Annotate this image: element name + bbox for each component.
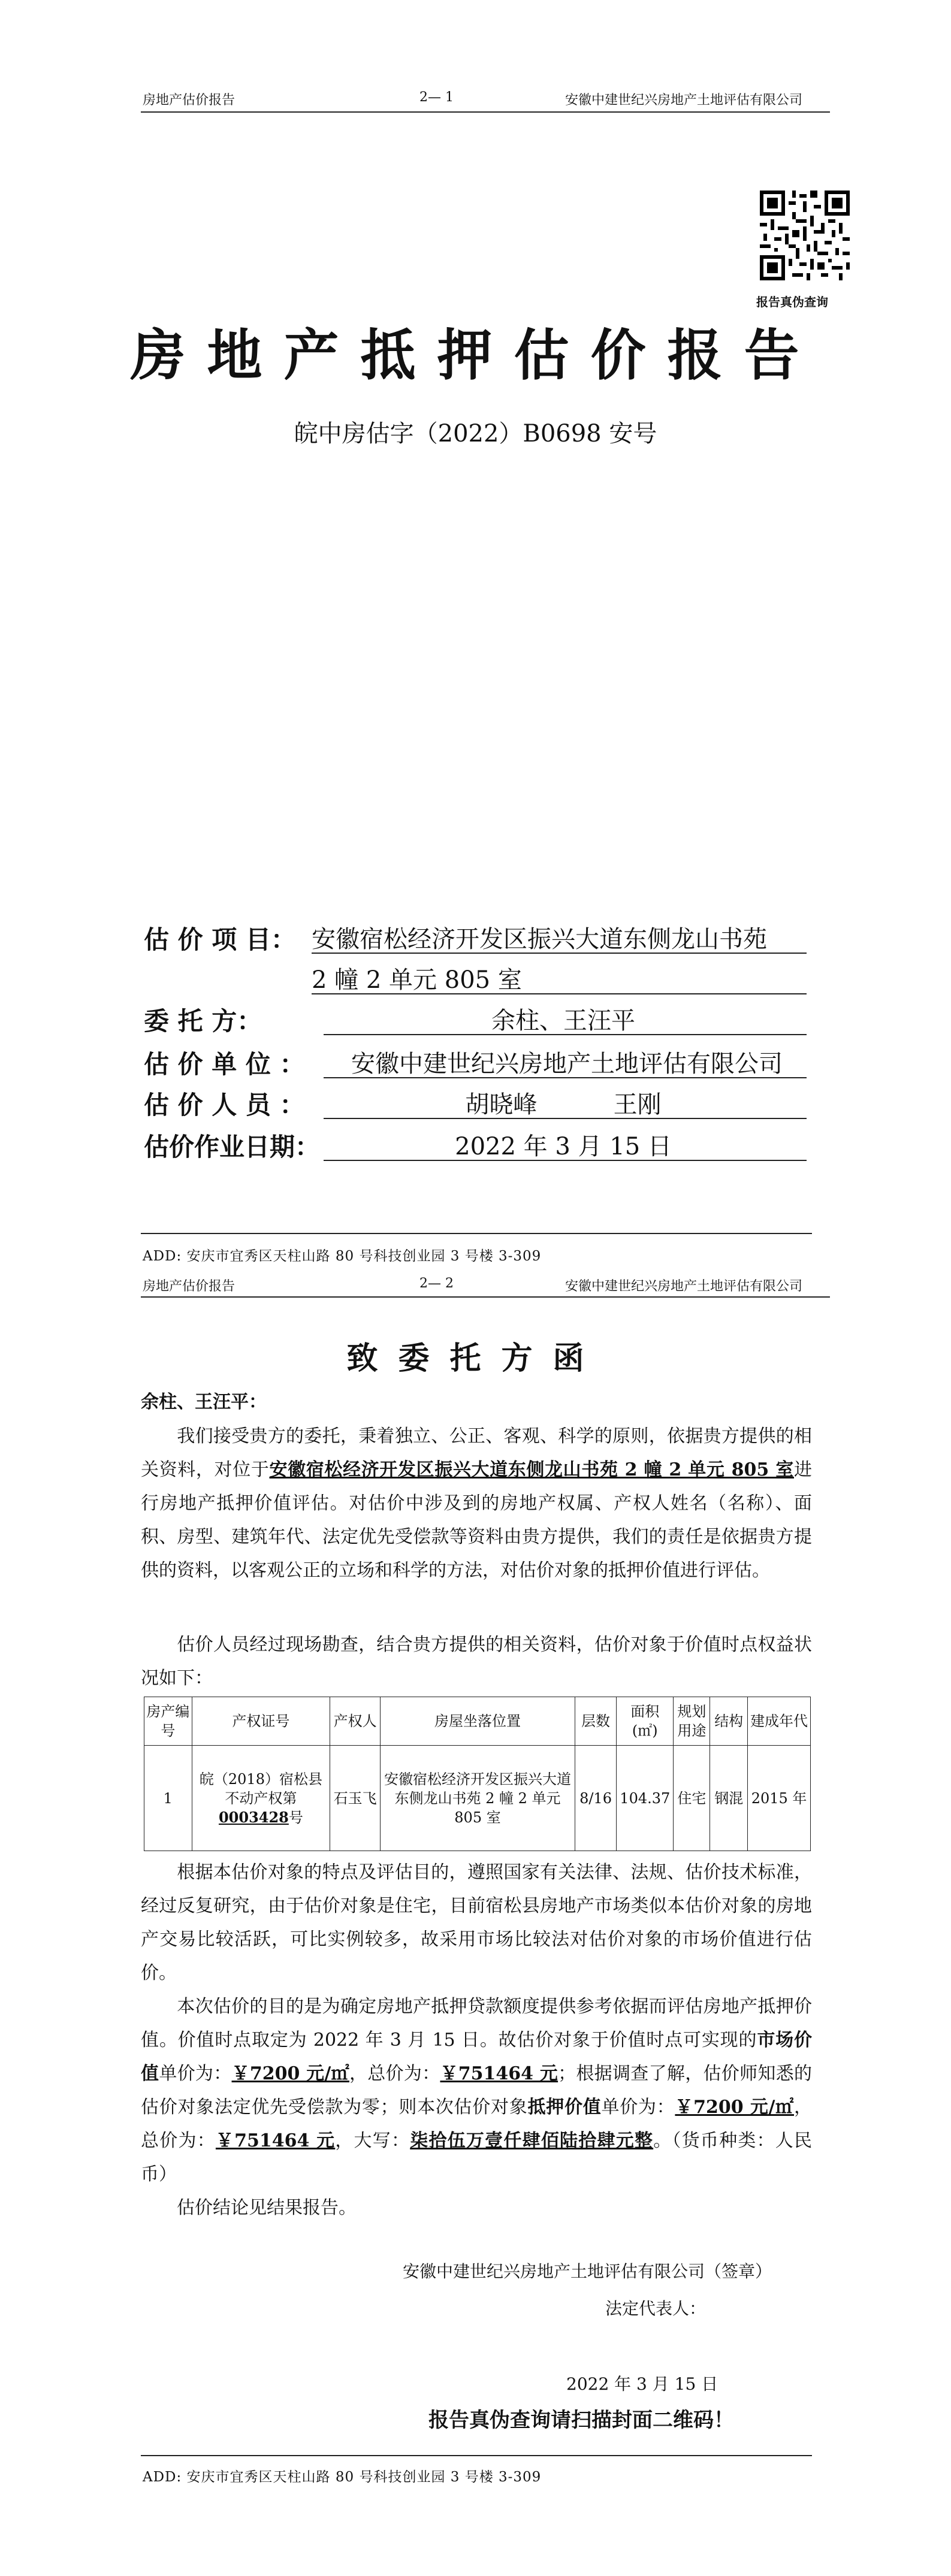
header-rule [141,111,830,113]
cell-owner: 石玉飞 [330,1746,381,1851]
cell-structure: 钢混 [710,1746,748,1851]
client-underline [324,1034,807,1035]
company-signature: 安徽中建世纪兴房地产土地评估有限公司（签章） [403,2261,772,2281]
legal-representative: 法定代表人： [605,2299,707,2318]
col-header: 产权证号 [192,1697,330,1746]
col-header: 建成年代 [748,1697,811,1746]
cell-no: 1 [144,1746,192,1851]
table-row [144,1746,811,1851]
col-header: 层数 [575,1697,616,1746]
appraiser-unit-value: 安徽中建世纪兴房地产土地评估有限公司 [351,1050,783,1078]
client-label: 委 托 方： [144,1006,262,1036]
cell-cert: 皖（2018）宿松县不动产权第0003428号 [192,1746,330,1851]
table-header-row [144,1697,811,1746]
cell-location: 安徽宿松经济开发区振兴大道东侧龙山书苑 2 幢 2 单元 805 室 [381,1746,575,1851]
page-header-left: 房地产估价报告 [143,93,236,108]
appraiser-underline [324,1118,807,1119]
cell-area: 104.37 [617,1746,674,1851]
paragraph-3: 根据本估价对象的特点及评估目的，遵照国家有关法律、法规、估价技术标准，经过反复研究，由于估价对象是住宅，目前宿松县房地产市场类似本估价对象的房地产交易比较活跃，可比实例较多，故采用市场比较法对估价对象的市场价值进行估价。 [141,1862,812,1984]
col-header: 规划用途 [674,1697,710,1746]
appraiser-unit-underline [324,1077,807,1078]
paragraph-1: 我们接受贵方的委托，秉着独立、公正、客观、科学的原则，依据贵方提供的相关资料，对位于安徽宿松经济开发区振兴大道东侧龙山书苑 2 幢 2 单元 805 室进行房地产抵押价值评估。对估价中涉及到的房地产权属、产权人姓名（名称）、面积、房型、建筑年代、法定优先受偿款等资料由贵方提供，我们的责任是依据贵方提供的资料，以客观公正的立场和科学的方法，对估价对象的抵押价值进行评估。 [141,1426,812,1581]
page-footer: ADD: 安庆市宜秀区天柱山路 80 号科技创业园 3 号楼 3-309 [143,2469,542,2485]
date-value: 2022 年 3 月 15 日 [455,1133,672,1160]
header-rule [141,1296,830,1298]
page-header-right: 安徽中建世纪兴房地产土地评估有限公司 [565,93,803,108]
footer-rule [141,2455,812,2456]
property-table [144,1697,811,1851]
document-number: 皖中房估字（2022）B0698 安号 [294,420,657,448]
page-header-number: 2— 2 [419,1276,454,1291]
letter-title: 致委托方函 [346,1340,605,1377]
authenticity-notice: 报告真伪查询请扫描封面二维码！ [428,2408,734,2432]
paragraph-2: 估价人员经过现场勘查，结合贵方提供的相关资料，估价对象于价值时点权益状况如下： [141,1634,812,1689]
report-title: 房地产抵押估价报告 [130,323,821,388]
page-header-left: 房地产估价报告 [143,1279,236,1294]
cell-floors: 8/16 [575,1746,616,1851]
col-header: 房屋坐落位置 [381,1697,575,1746]
cell-year: 2015 年 [748,1746,811,1851]
appraiser-unit-label: 估 价 单 位 ： [144,1050,305,1079]
col-header: 产权人 [330,1697,381,1746]
client-value: 余柱、王汪平 [491,1007,635,1035]
col-header: 面积(㎡) [617,1697,674,1746]
qr-code-icon[interactable] [760,191,850,280]
project-underline-2 [312,993,807,994]
page-header-number: 2— 1 [419,90,454,105]
salutation: 余柱、王汪平： [141,1392,267,1413]
cell-usage: 住宅 [674,1746,710,1851]
footer-rule [141,1233,812,1234]
paragraph-5: 估价结论见结果报告。 [177,2197,357,2218]
signature-date: 2022 年 3 月 15 日 [566,2374,718,2394]
project-underline-1 [312,953,807,954]
date-underline [324,1160,807,1161]
project-value-line2: 2 幢 2 单元 805 室 [312,966,522,994]
date-label: 估价作业日期： [144,1132,321,1162]
col-header: 结构 [710,1697,748,1746]
property-address: 安徽宿松经济开发区振兴大道东侧龙山书苑 2 幢 2 单元 805 室 [269,1459,794,1480]
project-value-line1: 安徽宿松经济开发区振兴大道东侧龙山书苑 [312,926,767,953]
appraiser-label: 估 价 人 员 ： [144,1090,305,1120]
col-header: 房产编号 [144,1697,192,1746]
page-footer: ADD: 安庆市宜秀区天柱山路 80 号科技创业园 3 号楼 3-309 [143,1248,542,1264]
page-header-right: 安徽中建世纪兴房地产土地评估有限公司 [565,1279,803,1294]
appraiser-value: 胡晓峰 王刚 [465,1091,662,1118]
qr-caption: 报告真伪查询 [756,295,828,309]
paragraph-4: 本次估价的目的是为确定房地产抵押贷款额度提供参考依据而评估房地产抵押价值。价值时点取定为 2022 年 3 月 15 日。故估价对象于价值时点可实现的市场价值单价为：￥7200 元/㎡，总价为：￥751464 元；根据调查了解，估价师知悉的估价对象法定优先受偿款为零；则本次估价对象抵押价值单价为：￥7200 元/㎡，总价为：￥751464 元，大写：柒拾伍万壹仟肆佰陆拾肆元整。（货币种类：人民币） [141,1996,813,2185]
project-label: 估 价 项 目： [144,925,296,954]
